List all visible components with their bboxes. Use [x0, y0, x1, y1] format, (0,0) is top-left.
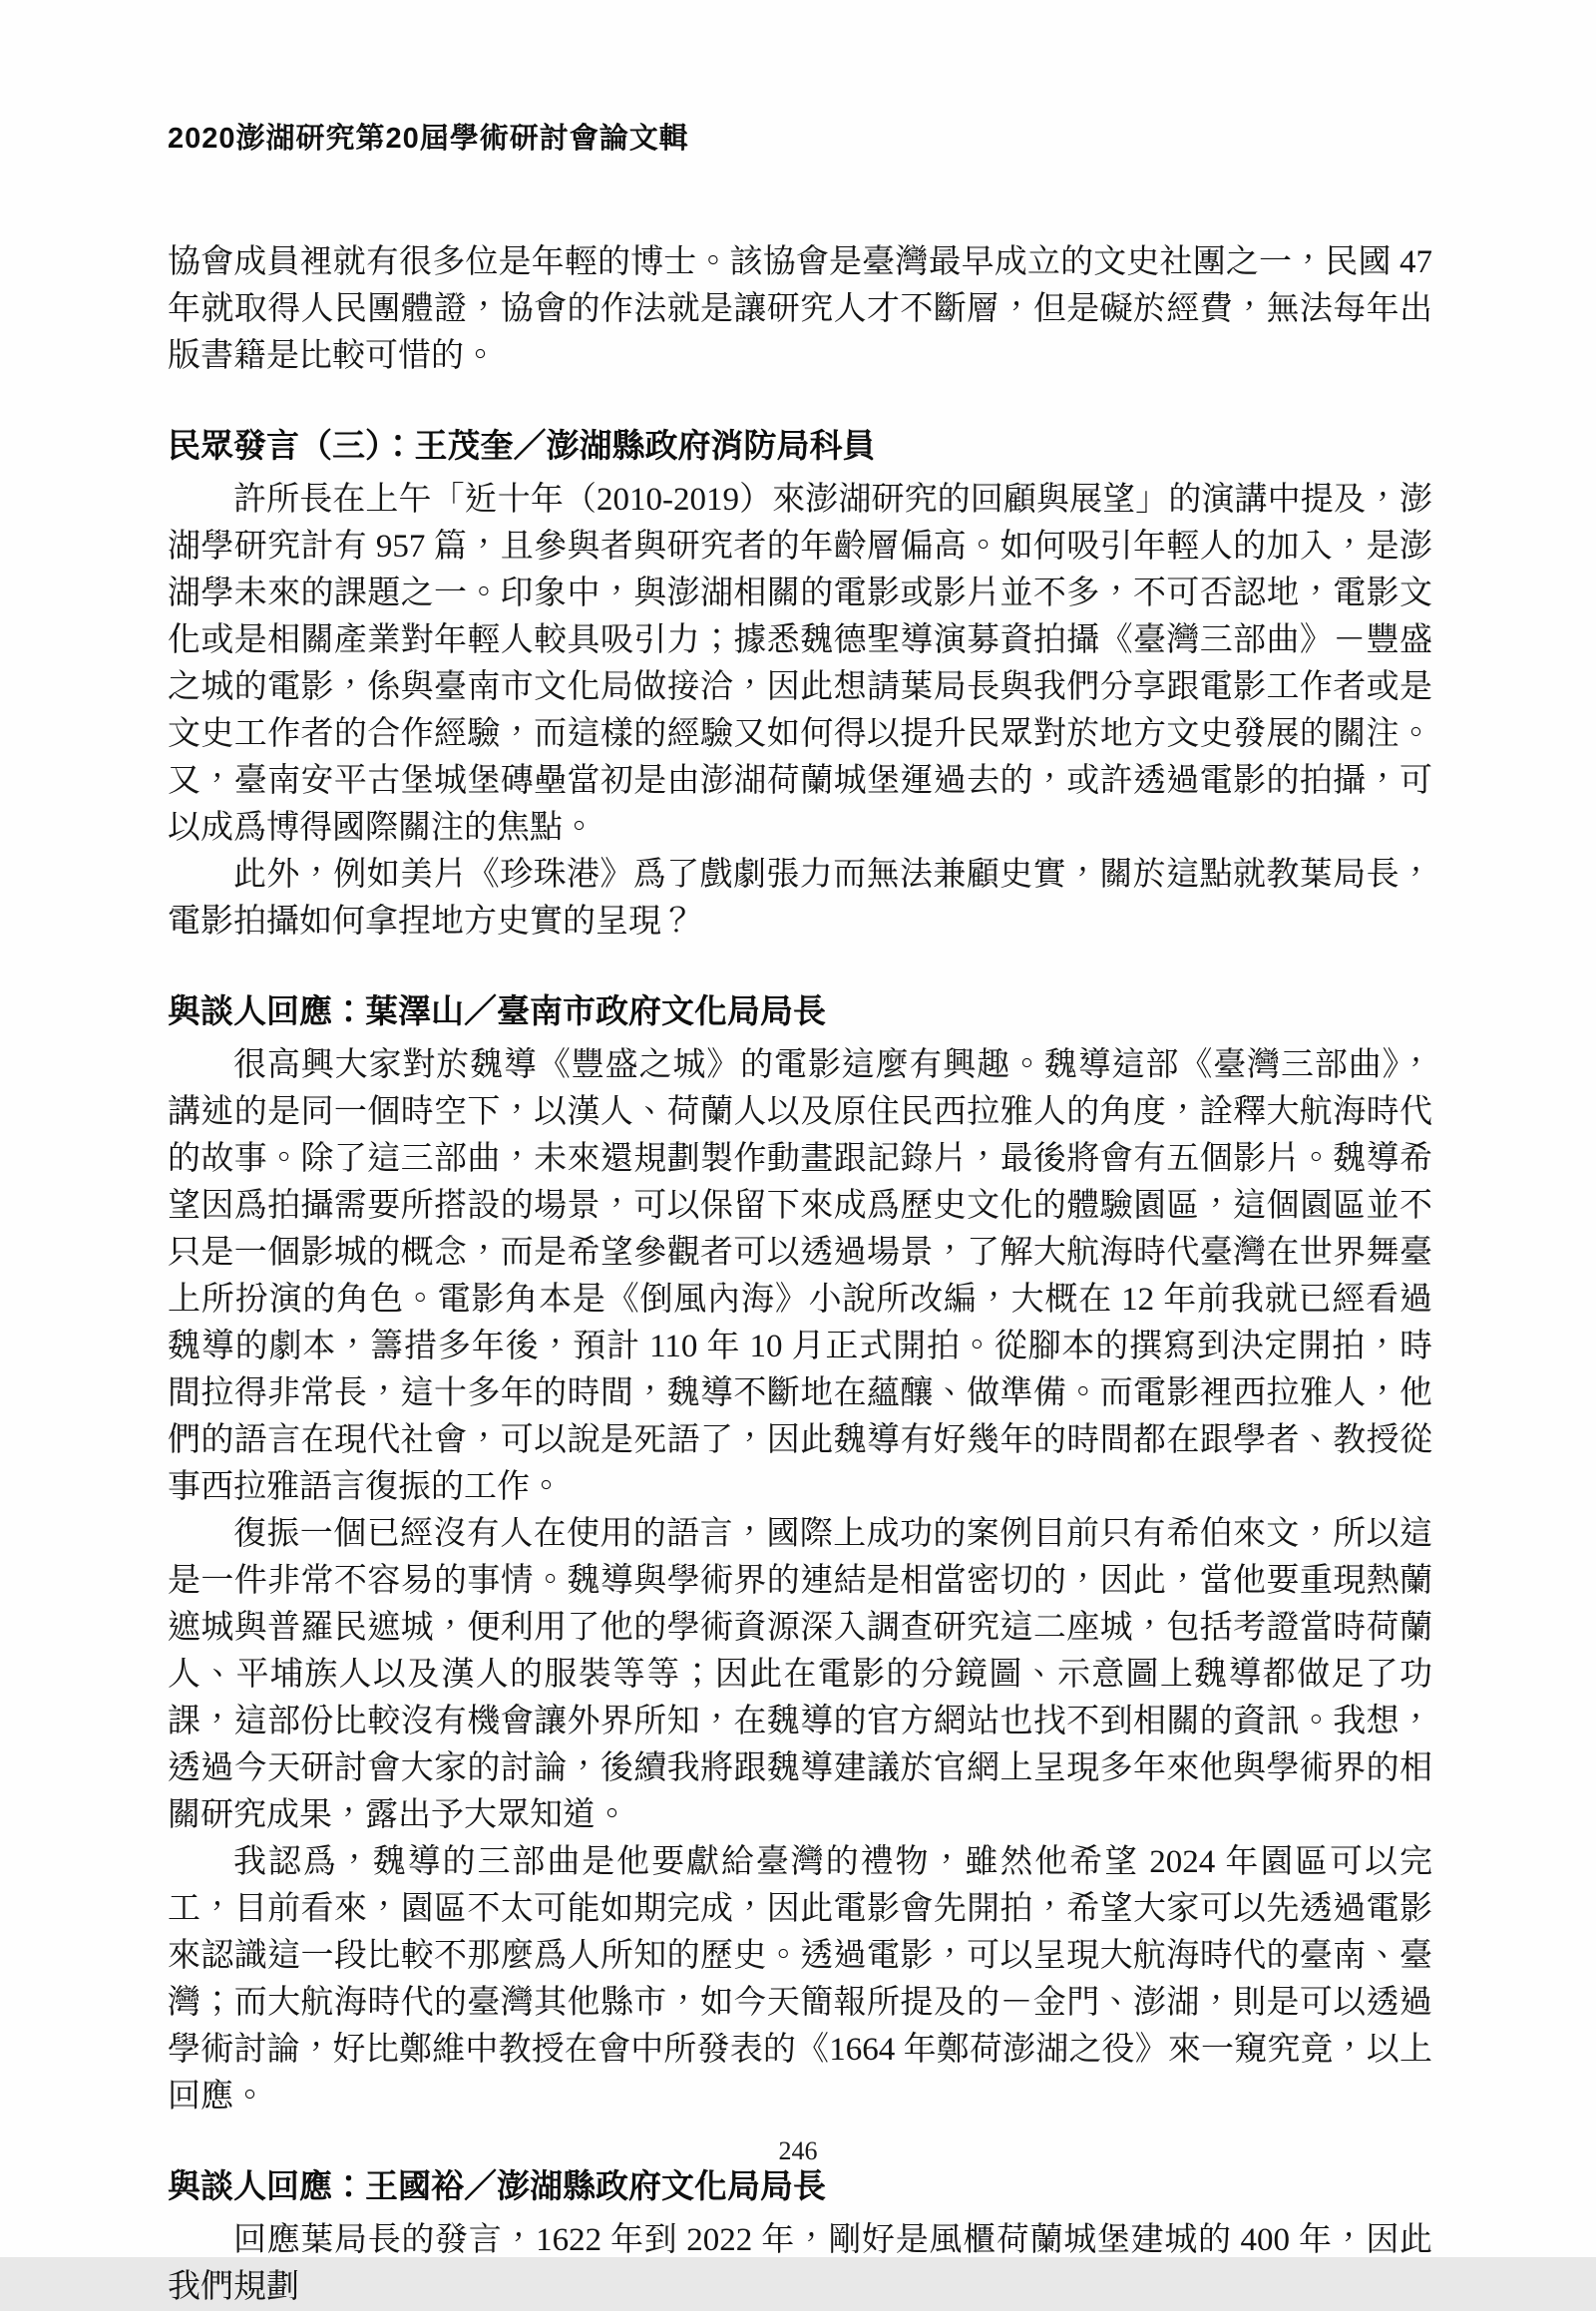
- paragraph-response-1: 很高興大家對於魏導《豐盛之城》的電影這麼有興趣。魏導這部《臺灣三部曲》，講述的是同一個時空下，以漢人、荷蘭人以及原住民西拉雅人的角度，詮釋大航海時代的故事。除了這三部曲，未來還規劃製作動畫跟記錄片，最後將會有五個影片。魏導希望因爲拍攝需要所搭設的場景，可以保留下來成爲歷史文化的體驗園區，這個園區並不只是一個影城的概念，而是希望參觀者可以透過場景，了解大航海時代臺灣在世界舞臺上所扮演的角色。電影角本是《倒風內海》小說所改編，大概在 12 年前我就已經看過魏導的劇本，籌措多年後，預計 110 年 10 月正式開拍。從腳本的撰寫到決定開拍，時間拉得非常長，這十多年的時間，魏導不斷地在蘊釀、做準備。而電影裡西拉雅人，他們的語言在現代社會，可以說是死語了，因此魏導有好幾年的時間都在跟學者、教授從事西拉雅語言復振的工作。: [168, 1047, 1432, 1505]
- paragraph-response-4: 回應葉局長的發言，1622 年到 2022 年，剛好是風櫃荷蘭城堡建城的 400 年，因此我們規劃: [168, 2222, 1433, 2305]
- running-header: 2020澎湖研究第20屆學術研討會論文輯: [168, 123, 689, 155]
- paragraph-question-2: 此外，例如美片《珍珠港》爲了戲劇張力而無法兼顧史實，關於這點就教葉局長，電影拍攝如何拿捏地方史實的呈現？: [168, 857, 1432, 940]
- section-heading-public-comment-3: 民眾發言（三）：王茂奎／澎湖縣政府消防局科員: [168, 427, 876, 464]
- paragraph-response-3: 我認爲，魏導的三部曲是他要獻給臺灣的禮物，雖然他希望 2024 年園區可以完工，目前看來，園區不太可能如期完成，因此電影會先開拍，希望大家可以先透過電影來認識這一段比較不那麼爲人所知的歷史。透過電影，可以呈現大航海時代的臺南、臺灣；而大航海時代的臺灣其他縣市，如今天簡報所提及的－金門、澎湖，則是可以透過學術討論，好比鄭維中教授在會中所發表的《1664 年鄭荷澎湖之役》來一窺究竟，以上回應。: [168, 1844, 1432, 2115]
- paragraph-response-2: 復振一個已經沒有人在使用的語言，國際上成功的案例目前只有希伯來文，所以這是一件非常不容易的事情。魏導與學術界的連結是相當密切的，因此，當他要重現熱蘭遮城與普羅民遮城，便利用了他的學術資源深入調查研究這二座城，包括考證當時荷蘭人、平埔族人以及漢人的服裝等等；因此在電影的分鏡圖、示意圖上魏導都做足了功課，這部份比較沒有機會讓外界所知，在魏導的官方網站也找不到相關的資訊。我想，透過今天研討會大家的討論，後續我將跟魏導建議於官網上呈現多年來他與學術界的相關研究成果，露出予大眾知道。: [168, 1516, 1432, 1833]
- section-heading-panelist-response-wang: 與談人回應：王國裕／澎湖縣政府文化局局長: [168, 2167, 826, 2204]
- paragraph-question-1: 許所長在上午「近十年（2010-2019）來澎湖研究的回顧與展望」的演講中提及，澎湖學研究計有 957 篇，且參與者與研究者的年齡層偏高。如何吸引年輕人的加入，是澎湖學未來的課題之一。印象中，與澎湖相關的電影或影片並不多，不可否認地，電影文化或是相關產業對年輕人較具吸引力；據悉魏德聖導演募資拍攝《臺灣三部曲》－豐盛之城的電影，係與臺南市文化局做接洽，因此想請葉局長與我們分享跟電影工作者或是文史工作者的合作經驗，而這樣的經驗又如何得以提升民眾對於地方文史發展的關注。又，臺南安平古堡城堡磚壘當初是由澎湖荷蘭城堡運過去的，或許透過電影的拍攝，可以成爲博得國際關注的焦點。: [168, 482, 1432, 846]
- paragraph-continuation: 協會成員裡就有很多位是年輕的博士。該協會是臺灣最早成立的文史社團之一，民國 47 年就取得人民團體證，協會的作法就是讓研究人才不斷層，但是礙於經費，無法每年出版書籍是比較可惜的。: [168, 244, 1432, 374]
- article-body: [168, 239, 1432, 2311]
- section-heading-panelist-response-yeh: 與談人回應：葉澤山／臺南市政府文化局局長: [168, 992, 826, 1029]
- page-number: 246: [778, 2136, 818, 2165]
